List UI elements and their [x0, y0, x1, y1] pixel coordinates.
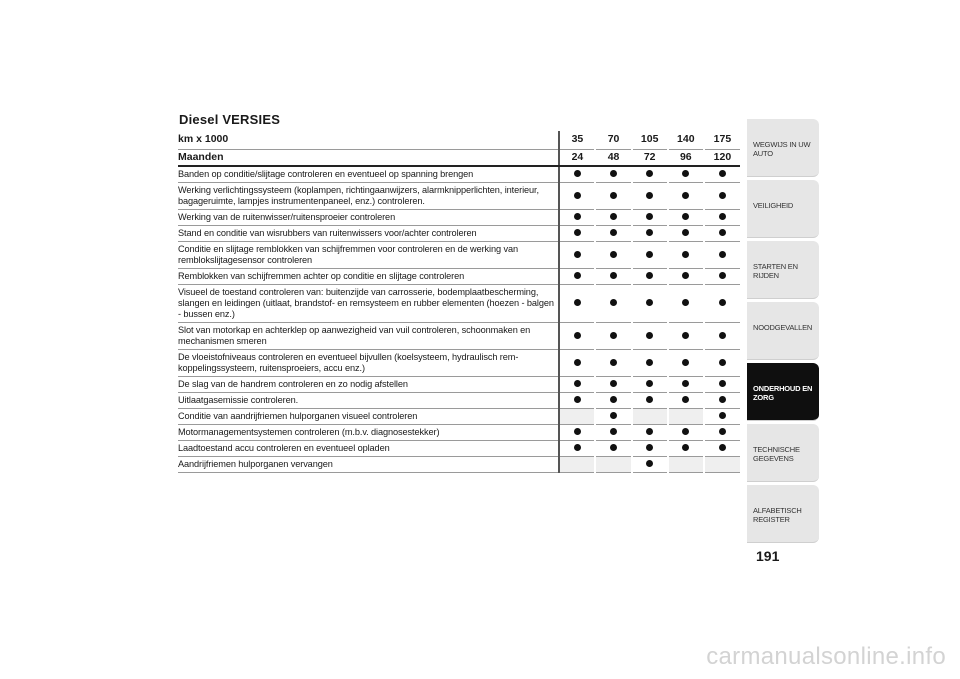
- check-cell: [632, 350, 668, 377]
- empty-cell: [704, 457, 740, 473]
- tab-chapter[interactable]: NOODGEVALLEN: [747, 302, 819, 360]
- chapter-tabs: [747, 119, 819, 546]
- check-cell: [595, 242, 631, 269]
- check-cell: [704, 393, 740, 409]
- check-cell: [595, 323, 631, 350]
- bullet-icon: [646, 444, 653, 451]
- bullet-icon: [610, 412, 617, 419]
- bullet-icon: [610, 213, 617, 220]
- check-cell: [704, 242, 740, 269]
- row-label: Conditie van aandrijfriemen hulporganen visueel controleren: [178, 409, 559, 425]
- check-cell: [668, 425, 704, 441]
- check-cell: [704, 269, 740, 285]
- bullet-icon: [719, 213, 726, 220]
- check-cell: [704, 425, 740, 441]
- bullet-icon: [719, 444, 726, 451]
- bullet-icon: [682, 359, 689, 366]
- tab-chapter[interactable]: ONDERHOUD EN ZORG: [747, 363, 819, 421]
- row-label: Banden op conditie/slijtage controleren en eventueel op spanning brengen: [178, 166, 559, 183]
- km-value: 175: [704, 131, 740, 149]
- bullet-icon: [646, 299, 653, 306]
- bullet-icon: [610, 396, 617, 403]
- check-cell: [559, 441, 595, 457]
- bullet-icon: [610, 272, 617, 279]
- bullet-icon: [719, 428, 726, 435]
- empty-cell: [559, 409, 595, 425]
- row-label: Aandrijfriemen hulporganen vervangen: [178, 457, 559, 473]
- km-value: 140: [668, 131, 704, 149]
- bullet-icon: [646, 460, 653, 467]
- km-value: 70: [595, 131, 631, 149]
- check-cell: [632, 269, 668, 285]
- table-row: [178, 166, 740, 183]
- bullet-icon: [574, 359, 581, 366]
- check-cell: [595, 226, 631, 242]
- bullet-icon: [574, 251, 581, 258]
- check-cell: [704, 226, 740, 242]
- check-cell: [559, 350, 595, 377]
- bullet-icon: [719, 380, 726, 387]
- bullet-icon: [682, 396, 689, 403]
- bullet-icon: [610, 299, 617, 306]
- bullet-icon: [646, 229, 653, 236]
- check-cell: [632, 183, 668, 210]
- watermark: carmanualsonline.info: [706, 643, 946, 670]
- bullet-icon: [574, 213, 581, 220]
- bullet-icon: [610, 428, 617, 435]
- bullet-icon: [719, 412, 726, 419]
- check-cell: [668, 393, 704, 409]
- bullet-icon: [574, 332, 581, 339]
- bullet-icon: [574, 396, 581, 403]
- row-label: Conditie en slijtage remblokken van schijfremmen voor controleren en de werking van remblokslijtagesensor controleren: [178, 242, 559, 269]
- check-cell: [632, 425, 668, 441]
- km-value: 105: [632, 131, 668, 149]
- bullet-icon: [719, 229, 726, 236]
- months-value: 48: [595, 149, 631, 166]
- check-cell: [595, 285, 631, 323]
- check-cell: [559, 425, 595, 441]
- tab-chapter[interactable]: STARTEN EN RIJDEN: [747, 241, 819, 299]
- check-cell: [668, 441, 704, 457]
- check-cell: [668, 242, 704, 269]
- maintenance-schedule-table: [178, 131, 740, 473]
- check-cell: [668, 350, 704, 377]
- table-row: [178, 269, 740, 285]
- bullet-icon: [719, 170, 726, 177]
- check-cell: [704, 350, 740, 377]
- bullet-icon: [682, 170, 689, 177]
- check-cell: [559, 226, 595, 242]
- check-cell: [632, 210, 668, 226]
- table-row: [178, 441, 740, 457]
- row-label: Uitlaatgasemissie controleren.: [178, 393, 559, 409]
- check-cell: [632, 323, 668, 350]
- check-cell: [704, 441, 740, 457]
- bullet-icon: [646, 380, 653, 387]
- check-cell: [559, 323, 595, 350]
- empty-cell: [632, 409, 668, 425]
- months-header-row: [178, 149, 740, 166]
- tab-chapter[interactable]: WEGWIJS IN UW AUTO: [747, 119, 819, 177]
- bullet-icon: [610, 359, 617, 366]
- bullet-icon: [610, 192, 617, 199]
- check-cell: [595, 269, 631, 285]
- check-cell: [704, 409, 740, 425]
- check-cell: [595, 393, 631, 409]
- bullet-icon: [610, 444, 617, 451]
- check-cell: [632, 226, 668, 242]
- bullet-icon: [719, 299, 726, 306]
- row-label: Slot van motorkap en achterklep op aanwezigheid van vuil controleren, schoonmaken en mechanismen smeren: [178, 323, 559, 350]
- bullet-icon: [610, 380, 617, 387]
- bullet-icon: [646, 272, 653, 279]
- tab-chapter[interactable]: TECHNISCHE GEGEVENS: [747, 424, 819, 482]
- bullet-icon: [646, 251, 653, 258]
- km-value: 35: [559, 131, 595, 149]
- bullet-icon: [646, 359, 653, 366]
- months-value: 72: [632, 149, 668, 166]
- bullet-icon: [682, 213, 689, 220]
- check-cell: [595, 409, 631, 425]
- months-value: 24: [559, 149, 595, 166]
- check-cell: [559, 242, 595, 269]
- bullet-icon: [719, 272, 726, 279]
- bullet-icon: [574, 380, 581, 387]
- km-label: km x 1000: [178, 131, 559, 149]
- table-row: [178, 183, 740, 210]
- check-cell: [559, 269, 595, 285]
- row-label: Werking verlichtingssysteem (koplampen, richtingaanwijzers, alarmknipperlichten, interieur, bagageruimte, lampjes instrumentenpaneel, enz.) controleren.: [178, 183, 559, 210]
- bullet-icon: [574, 170, 581, 177]
- bullet-icon: [719, 359, 726, 366]
- bullet-icon: [574, 192, 581, 199]
- row-label: Werking van de ruitenwisser/ruitensproeier controleren: [178, 210, 559, 226]
- check-cell: [559, 393, 595, 409]
- bullet-icon: [682, 299, 689, 306]
- table-row: [178, 377, 740, 393]
- row-label: Stand en conditie van wisrubbers van ruitenwissers voor/achter controleren: [178, 226, 559, 242]
- table-row: [178, 457, 740, 473]
- bullet-icon: [574, 229, 581, 236]
- check-cell: [595, 210, 631, 226]
- check-cell: [595, 350, 631, 377]
- section-title: Diesel VERSIES: [179, 112, 281, 127]
- empty-cell: [595, 457, 631, 473]
- table-row: [178, 425, 740, 441]
- months-value: 96: [668, 149, 704, 166]
- check-cell: [595, 425, 631, 441]
- bullet-icon: [682, 332, 689, 339]
- check-cell: [632, 377, 668, 393]
- check-cell: [595, 377, 631, 393]
- check-cell: [559, 183, 595, 210]
- check-cell: [559, 166, 595, 183]
- table-row: [178, 350, 740, 377]
- months-label: Maanden: [178, 149, 559, 166]
- empty-cell: [668, 409, 704, 425]
- check-cell: [632, 393, 668, 409]
- check-cell: [668, 183, 704, 210]
- bullet-icon: [682, 380, 689, 387]
- bullet-icon: [646, 170, 653, 177]
- bullet-icon: [574, 299, 581, 306]
- check-cell: [632, 441, 668, 457]
- table-row: [178, 242, 740, 269]
- row-label: Remblokken van schijfremmen achter op conditie en slijtage controleren: [178, 269, 559, 285]
- check-cell: [704, 183, 740, 210]
- check-cell: [704, 285, 740, 323]
- km-header-row: [178, 131, 740, 149]
- table-row: [178, 409, 740, 425]
- row-label: Motormanagementsystemen controleren (m.b.v. diagnosestekker): [178, 425, 559, 441]
- bullet-icon: [719, 396, 726, 403]
- check-cell: [668, 269, 704, 285]
- check-cell: [704, 210, 740, 226]
- table-row: [178, 393, 740, 409]
- bullet-icon: [610, 332, 617, 339]
- table-row: [178, 285, 740, 323]
- check-cell: [595, 183, 631, 210]
- tab-chapter[interactable]: VEILIGHEID: [747, 180, 819, 238]
- bullet-icon: [610, 251, 617, 258]
- bullet-icon: [719, 332, 726, 339]
- check-cell: [704, 166, 740, 183]
- table-row: [178, 226, 740, 242]
- row-label: Visueel de toestand controleren van: buitenzijde van carrosserie, bodemplaatbescherming, slangen en leidingen (uitlaat, brandstof- en remsysteem en rubber elementen (hoezen - balgen - bussen enz.): [178, 285, 559, 323]
- check-cell: [595, 441, 631, 457]
- check-cell: [632, 285, 668, 323]
- bullet-icon: [574, 428, 581, 435]
- bullet-icon: [646, 428, 653, 435]
- bullet-icon: [682, 192, 689, 199]
- check-cell: [595, 166, 631, 183]
- check-cell: [632, 166, 668, 183]
- row-label: De vloeistofniveaus controleren en eventueel bijvullen (koelsysteem, hydraulisch rem-koppelingssysteem, ruitensproeiers, accu enz.): [178, 350, 559, 377]
- check-cell: [668, 377, 704, 393]
- bullet-icon: [574, 444, 581, 451]
- check-cell: [704, 377, 740, 393]
- page-number: 191: [756, 548, 780, 564]
- check-cell: [668, 226, 704, 242]
- tab-chapter[interactable]: ALFABETISCH REGISTER: [747, 485, 819, 543]
- bullet-icon: [610, 170, 617, 177]
- bullet-icon: [574, 272, 581, 279]
- empty-cell: [668, 457, 704, 473]
- empty-cell: [559, 457, 595, 473]
- check-cell: [559, 210, 595, 226]
- check-cell: [632, 242, 668, 269]
- check-cell: [668, 210, 704, 226]
- check-cell: [668, 285, 704, 323]
- check-cell: [632, 457, 668, 473]
- check-cell: [668, 166, 704, 183]
- table-row: [178, 210, 740, 226]
- bullet-icon: [646, 396, 653, 403]
- bullet-icon: [646, 332, 653, 339]
- row-label: Laadtoestand accu controleren en eventueel opladen: [178, 441, 559, 457]
- bullet-icon: [610, 229, 617, 236]
- bullet-icon: [719, 192, 726, 199]
- check-cell: [559, 377, 595, 393]
- bullet-icon: [682, 251, 689, 258]
- check-cell: [704, 323, 740, 350]
- bullet-icon: [682, 428, 689, 435]
- bullet-icon: [682, 229, 689, 236]
- bullet-icon: [646, 213, 653, 220]
- bullet-icon: [719, 251, 726, 258]
- check-cell: [559, 285, 595, 323]
- bullet-icon: [646, 192, 653, 199]
- table-row: [178, 323, 740, 350]
- months-value: 120: [704, 149, 740, 166]
- bullet-icon: [682, 272, 689, 279]
- bullet-icon: [682, 444, 689, 451]
- check-cell: [668, 323, 704, 350]
- schedule-rows: [178, 166, 740, 473]
- row-label: De slag van de handrem controleren en zo nodig afstellen: [178, 377, 559, 393]
